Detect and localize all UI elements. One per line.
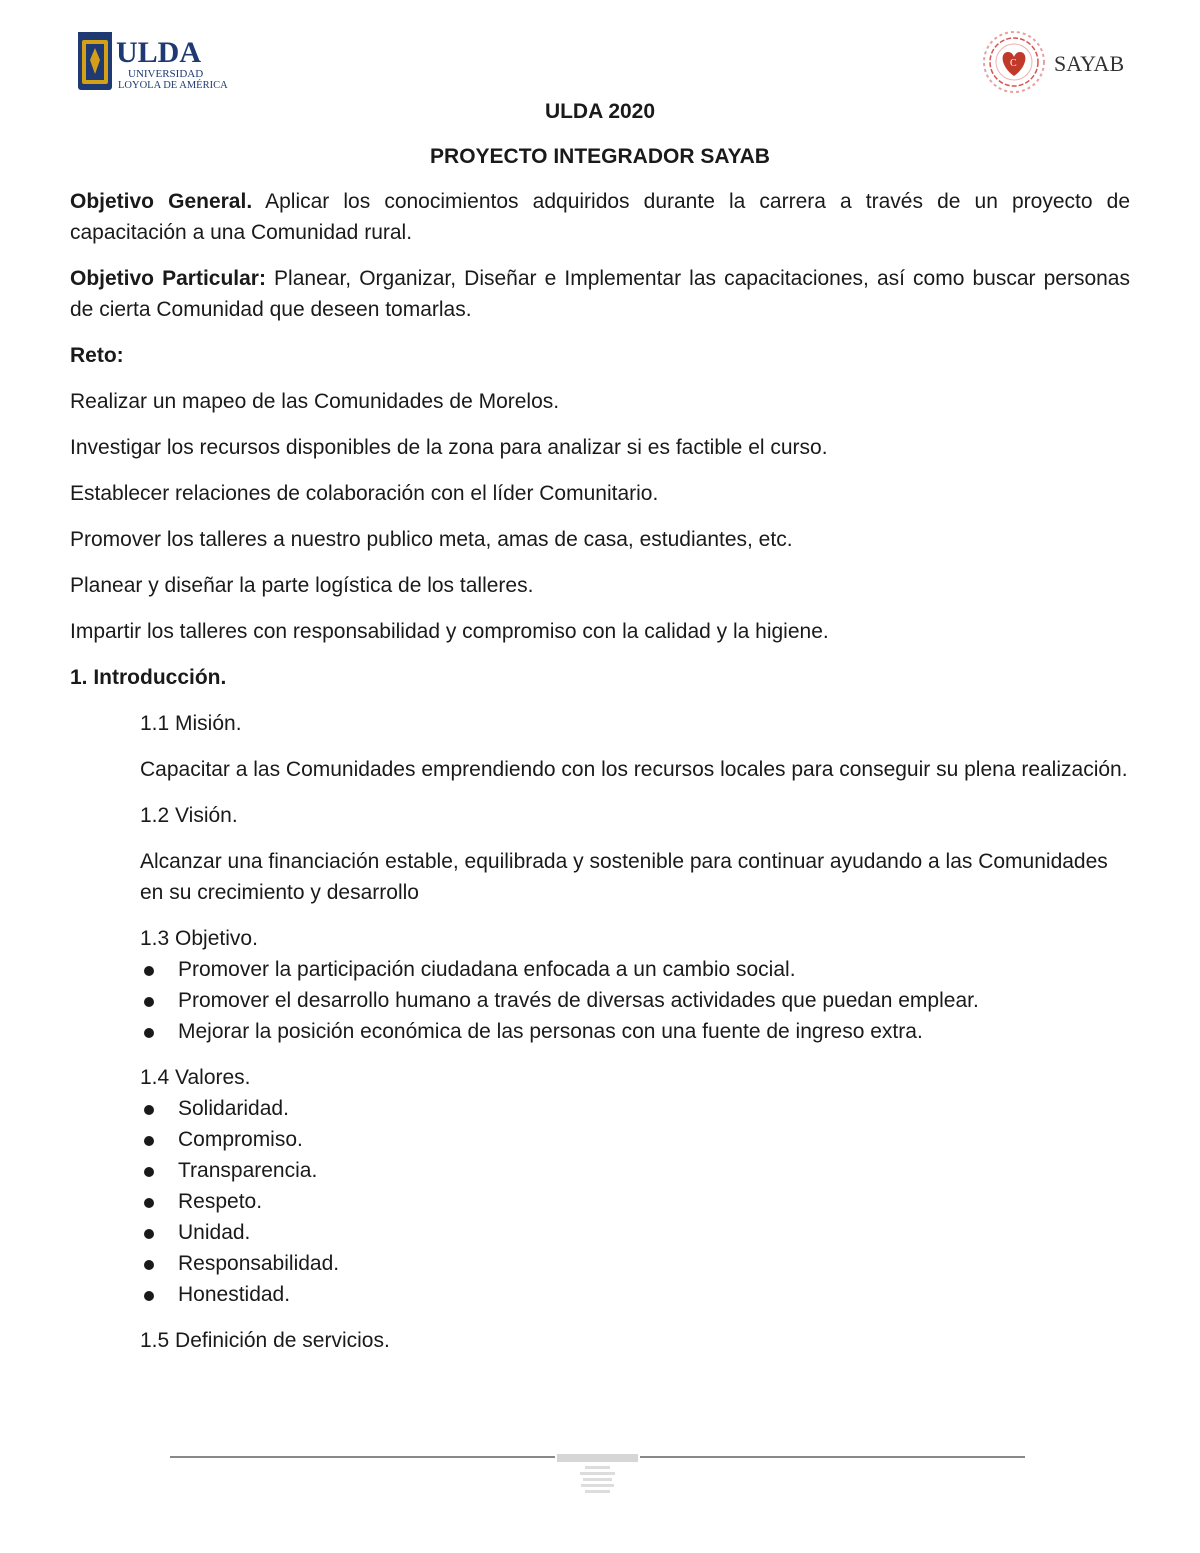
list-item bbox=[178, 954, 1130, 985]
valores-list bbox=[70, 1093, 1130, 1310]
reto-label: Reto: bbox=[70, 344, 124, 367]
reto-heading bbox=[70, 340, 1130, 371]
bullet-icon bbox=[144, 1291, 154, 1301]
ulda-logo bbox=[76, 32, 236, 94]
list-item-text: Solidaridad. bbox=[178, 1097, 289, 1120]
list-item bbox=[178, 1155, 1130, 1186]
footer-divider-left bbox=[170, 1456, 555, 1458]
list-item-text: Transparencia. bbox=[178, 1159, 318, 1182]
reto-item: Promover los talleres a nuestro publico meta, amas de casa, estudiantes, etc. bbox=[70, 528, 793, 551]
list-item bbox=[178, 1248, 1130, 1279]
objetivo-general-label: Objetivo General. bbox=[70, 190, 253, 213]
ulda-crest-icon bbox=[78, 32, 112, 90]
list-item-text: Responsabilidad. bbox=[178, 1252, 340, 1275]
bullet-icon bbox=[144, 1198, 154, 1208]
reto-item: Establecer relaciones de colaboración con el líder Comunitario. bbox=[70, 482, 659, 505]
reto-item: Impartir los talleres con responsabilidad y compromiso con la calidad y la higiene. bbox=[70, 620, 829, 643]
vision-text: Alcanzar una financiación estable, equilibrada y sostenible para continuar ayudando a las Comunidades en su crecimiento y desarrollo bbox=[140, 850, 1108, 904]
bullet-icon bbox=[144, 1260, 154, 1270]
list-item-text: Honestidad. bbox=[178, 1283, 291, 1306]
introduccion-heading bbox=[70, 662, 1130, 693]
objetivo-general-paragraph bbox=[70, 186, 1130, 248]
bullet-icon bbox=[144, 1136, 154, 1146]
document-body bbox=[70, 96, 1130, 1356]
bullet-icon bbox=[144, 966, 154, 976]
servicios-heading: 1.5 Definición de servicios. bbox=[140, 1329, 390, 1352]
bullet-icon bbox=[144, 1229, 154, 1239]
reto-item: Investigar los recursos disponibles de la zona para analizar si es factible el curso. bbox=[70, 436, 828, 459]
ulda-logo-line2: LOYOLA DE AMÉRICA bbox=[118, 80, 228, 91]
bullet-icon bbox=[144, 1167, 154, 1177]
reto-item: Planear y diseñar la parte logística de los talleres. bbox=[70, 574, 534, 597]
list-item-text: Mejorar la posición económica de las personas con una fuente de ingreso extra. bbox=[178, 1020, 923, 1043]
sayab-heart-icon bbox=[984, 32, 1044, 92]
document-title-year: ULDA 2020 bbox=[544, 100, 656, 123]
mision-heading: 1.1 Misión. bbox=[140, 712, 242, 735]
introduccion-label: 1. Introducción. bbox=[70, 666, 227, 689]
svg-text:C: C bbox=[1010, 58, 1017, 69]
ulda-logo-name: ULDA bbox=[116, 36, 202, 69]
objetivo-particular-label: Objetivo Particular: bbox=[70, 267, 266, 290]
page-footer bbox=[170, 1448, 1025, 1508]
objetivo-particular-paragraph bbox=[70, 263, 1130, 325]
sayab-logo bbox=[978, 28, 1138, 98]
list-item-text: Unidad. bbox=[178, 1221, 251, 1244]
list-item bbox=[178, 1186, 1130, 1217]
objetivo-heading: 1.3 Objetivo. bbox=[140, 927, 258, 950]
vision-heading: 1.2 Visión. bbox=[140, 804, 238, 827]
document-title-project: PROYECTO INTEGRADOR SAYAB bbox=[430, 145, 770, 168]
bullet-icon bbox=[144, 997, 154, 1007]
ulda-logo-line1: UNIVERSIDAD bbox=[128, 68, 204, 80]
list-item bbox=[178, 1279, 1130, 1310]
list-item bbox=[178, 1093, 1130, 1124]
valores-heading: 1.4 Valores. bbox=[140, 1066, 251, 1089]
list-item-text: Promover el desarrollo humano a través de diversas actividades que puedan emplear. bbox=[178, 989, 979, 1012]
sayab-logo-name: SAYAB bbox=[1054, 51, 1125, 76]
list-item-text: Promover la participación ciudadana enfocada a un cambio social. bbox=[178, 958, 796, 981]
bullet-icon bbox=[144, 1105, 154, 1115]
list-item bbox=[178, 1124, 1130, 1155]
list-item-text: Respeto. bbox=[178, 1190, 263, 1213]
footer-watermark-icon bbox=[555, 1452, 640, 1500]
reto-item: Realizar un mapeo de las Comunidades de Morelos. bbox=[70, 390, 560, 413]
mision-text: Capacitar a las Comunidades emprendiendo con los recursos locales para conseguir su plena realización. bbox=[140, 758, 1128, 781]
list-item bbox=[178, 1217, 1130, 1248]
objetivo-general-text: Aplicar los conocimientos adquiridos durante la carrera a través de un proyecto de capacitación a una Comunidad rural. bbox=[70, 190, 1130, 244]
list-item bbox=[178, 1016, 1130, 1047]
bullet-icon bbox=[144, 1028, 154, 1038]
page-header bbox=[0, 0, 1200, 100]
objetivo-list bbox=[70, 954, 1130, 1047]
list-item bbox=[178, 985, 1130, 1016]
objetivo-particular-text: Planear, Organizar, Diseñar e Implementar las capacitaciones, así como buscar personas de cierta Comunidad que deseen tomarlas. bbox=[70, 267, 1130, 321]
list-item-text: Compromiso. bbox=[178, 1128, 303, 1151]
footer-divider-right bbox=[640, 1456, 1025, 1458]
